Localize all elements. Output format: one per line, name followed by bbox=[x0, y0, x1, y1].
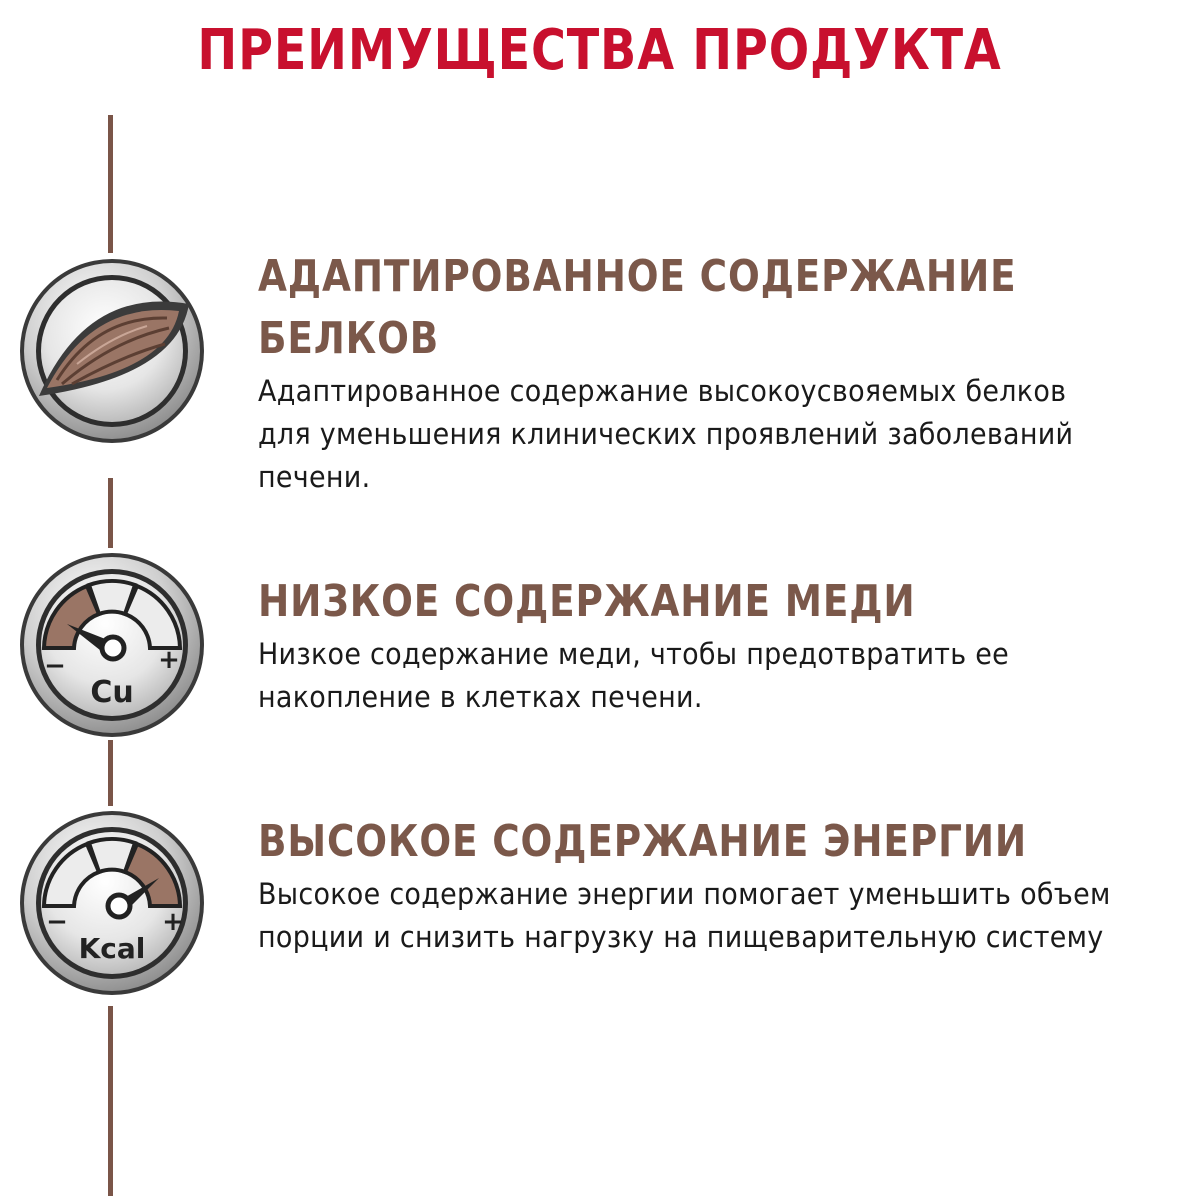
benefit-copper bbox=[258, 571, 1193, 719]
benefit-energy bbox=[258, 811, 1193, 959]
muscle-icon bbox=[17, 256, 207, 446]
gauge-label: Cu bbox=[90, 675, 134, 710]
benefit-title: ВЫСОКОЕ СОДЕРЖАНИЕ ЭНЕРГИИ bbox=[258, 816, 1028, 867]
copper-gauge-icon bbox=[17, 550, 207, 740]
minus-sign: − bbox=[46, 907, 68, 937]
page-title: ПРЕИМУЩЕСТВА ПРОДУКТА bbox=[197, 18, 1002, 83]
timeline-segment bbox=[108, 1006, 113, 1196]
benefit-title: НИЗКОЕ СОДЕРЖАНИЕ МЕДИ bbox=[258, 576, 916, 627]
gauge-label: Kcal bbox=[78, 932, 146, 965]
benefit-title: АДАПТИРОВАННОЕ СОДЕРЖАНИЕ БЕЛКОВ bbox=[258, 251, 1017, 364]
benefit-description: Низкое содержание меди, чтобы предотвратить ее накопление в клетках печени. bbox=[258, 637, 1010, 714]
energy-gauge-icon bbox=[17, 808, 207, 998]
benefit-protein bbox=[258, 246, 1193, 499]
minus-sign: − bbox=[44, 651, 66, 681]
timeline-segment bbox=[108, 115, 113, 253]
benefit-description: Высокое содержание энергии помогает уменьшить объем порции и снизить нагрузку на пищеварительную систему bbox=[258, 877, 1111, 954]
timeline-segment bbox=[108, 740, 113, 806]
timeline-segment bbox=[108, 478, 113, 548]
benefit-description: Адаптированное содержание высокоусвояемых белков для уменьшения клинических проявлений заболеваний печени. bbox=[258, 374, 1074, 494]
plus-sign: + bbox=[162, 907, 184, 937]
plus-sign: + bbox=[158, 645, 180, 675]
